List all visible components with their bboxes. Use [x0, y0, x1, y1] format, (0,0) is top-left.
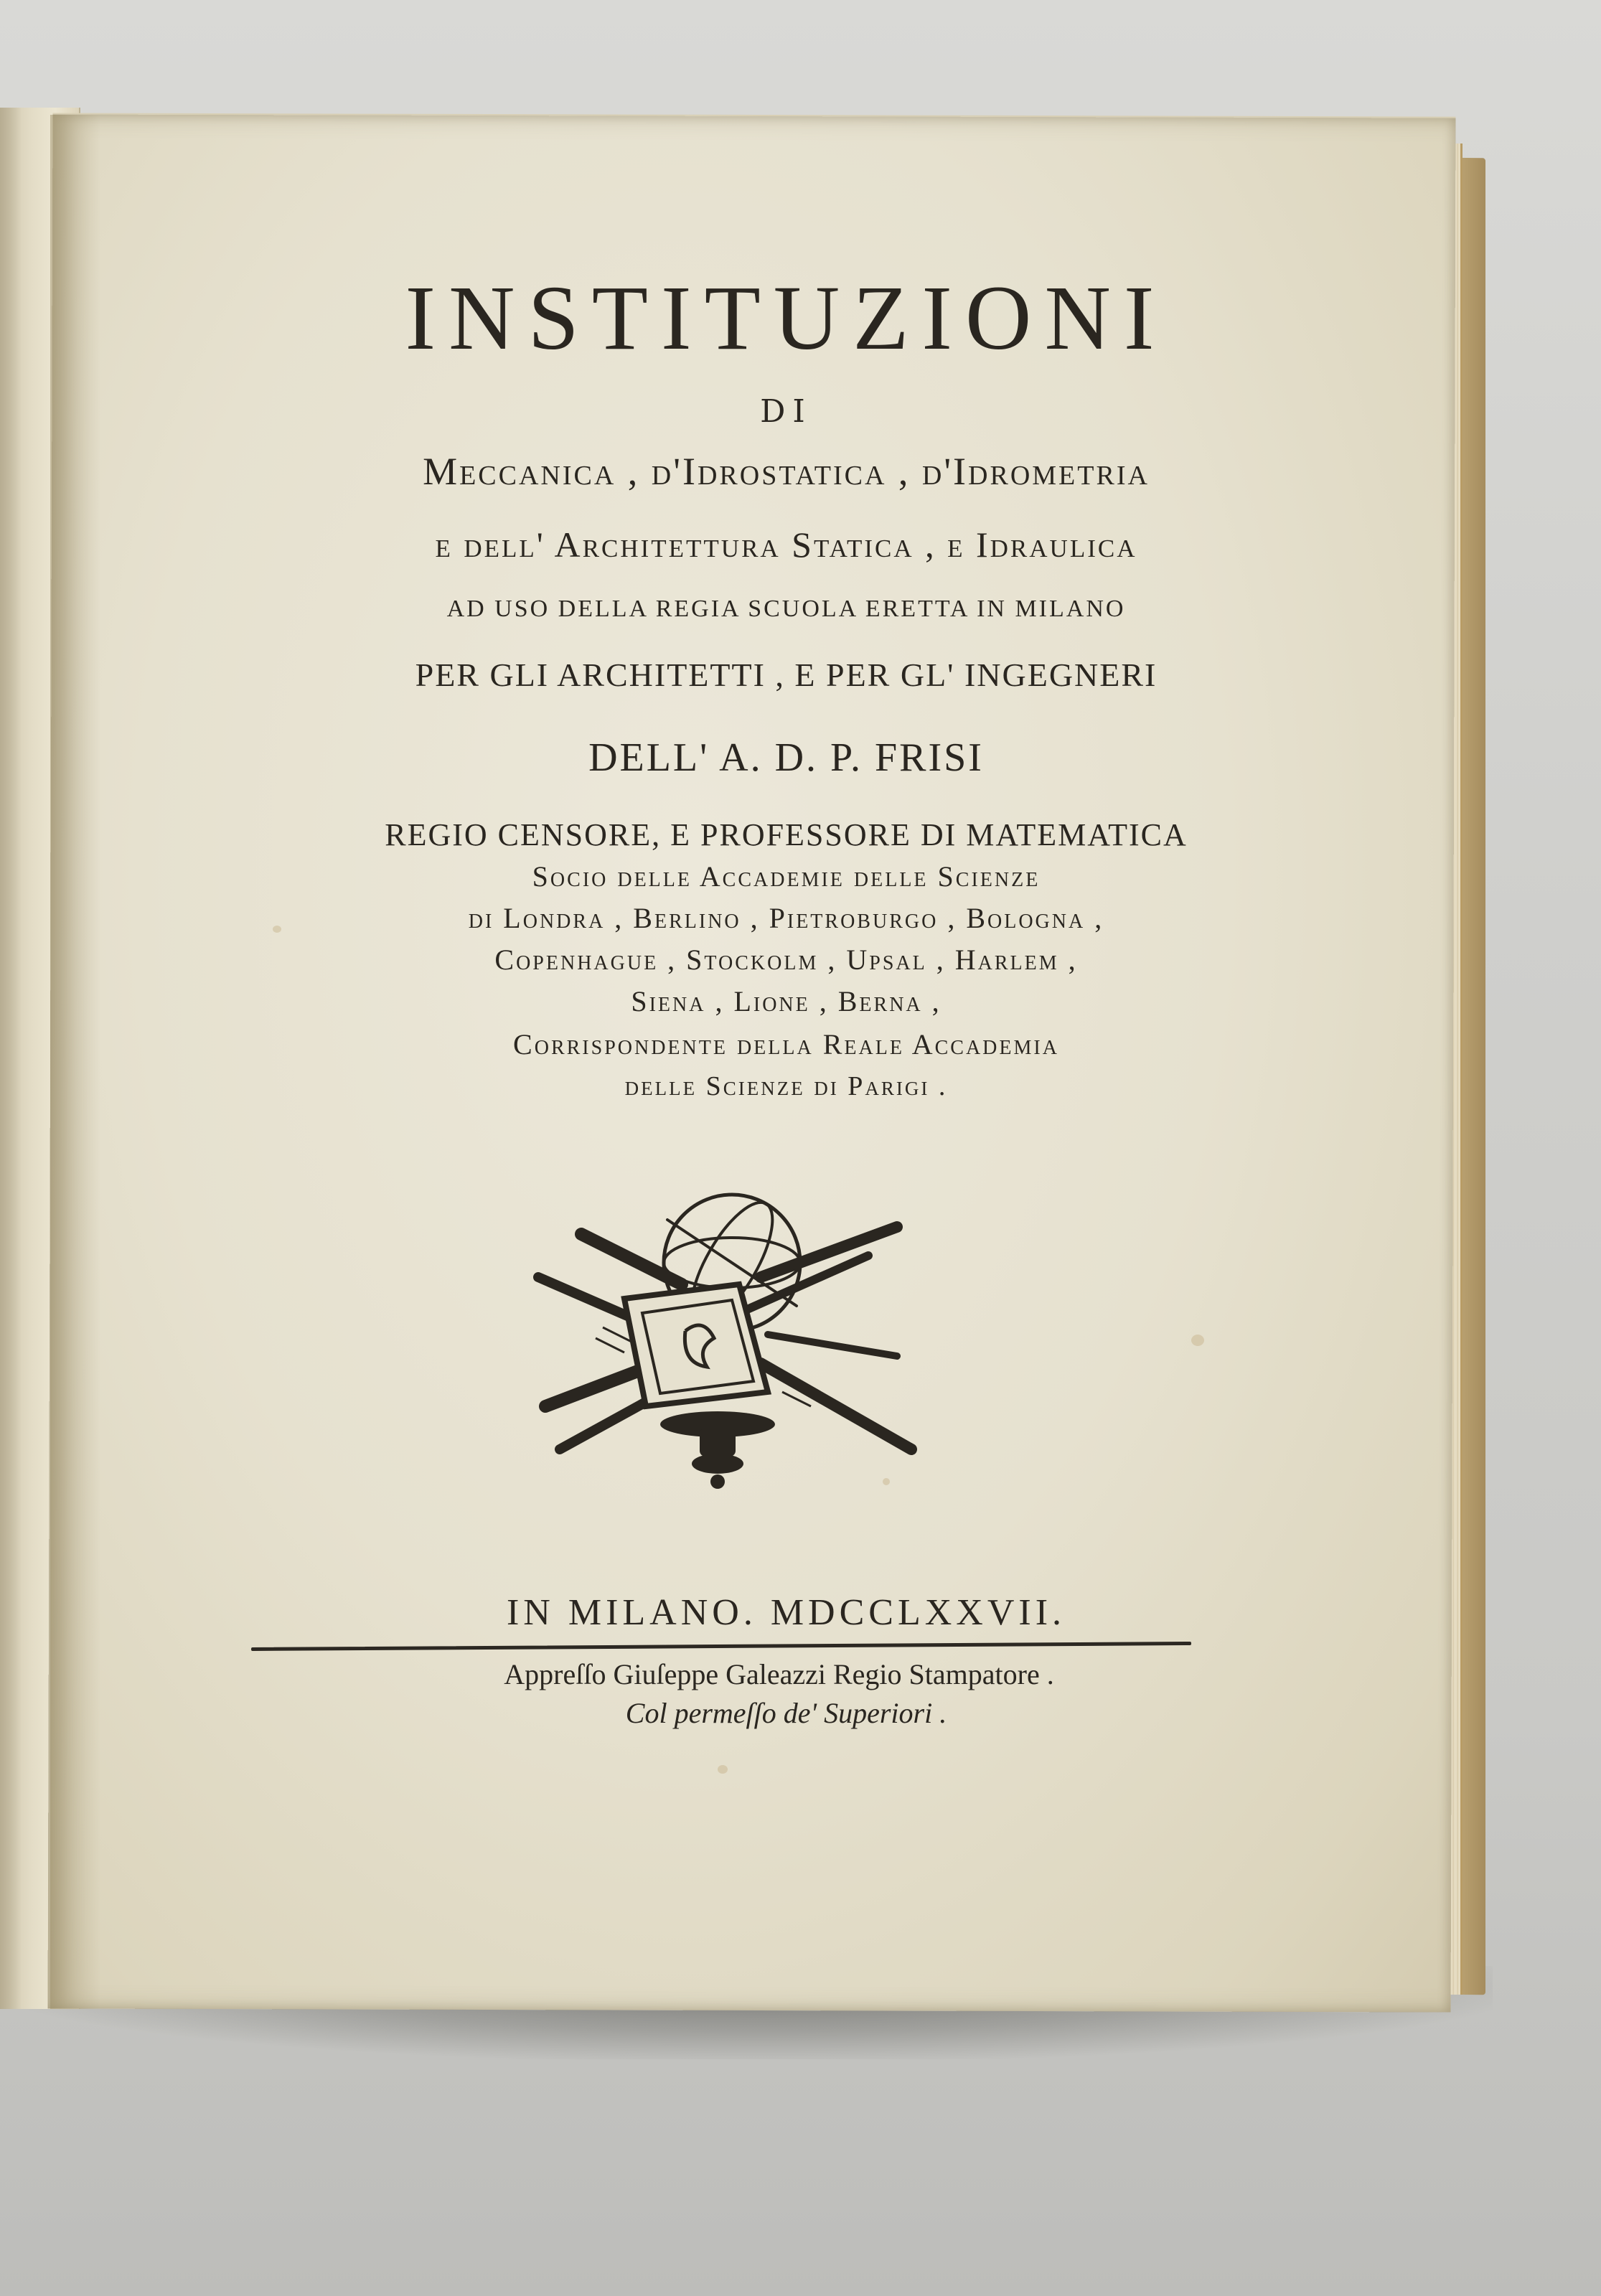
subtitle-line-4: PER GLI ARCHITETTI , E PER GL' INGEGNERI	[415, 657, 1158, 693]
author-line: DELL' A. D. P. FRISI	[588, 735, 984, 780]
subtitle-line-2: e dell' Architettura Statica , e Idraulica	[435, 524, 1137, 565]
title-di: DI	[760, 393, 812, 430]
academy-corrispondente: Corrispondente della Reale Accademia	[513, 1028, 1059, 1060]
printers-device-vignette	[524, 1177, 926, 1492]
academy-parigi: delle Scienze di Parigi .	[624, 1071, 948, 1101]
foxing-spot	[718, 1765, 728, 1774]
subtitle-line-3: AD USO DELLA REGIA SCUOLA ERETTA IN MILANO	[446, 596, 1126, 622]
academy-cities-3: Siena , Lione , Berna ,	[631, 985, 942, 1017]
academy-socio: Socio delle Accademie delle Scienze	[532, 860, 1041, 893]
subtitle-line-1: Meccanica , d'Idrostatica , d'Idrometria	[423, 450, 1150, 493]
printer-line: Appreſſo Giuſeppe Galeazzi Regio Stampatore .	[504, 1658, 1054, 1690]
foxing-spot	[1191, 1335, 1204, 1346]
permission-line: Col permeſſo de' Superiori .	[625, 1697, 947, 1729]
author-role: REGIO CENSORE, E PROFESSORE DI MATEMATICA	[385, 817, 1188, 852]
academy-cities-1: di Londra , Berlino , Pietroburgo , Bologna ,	[468, 902, 1104, 934]
book-title: INSTITUZIONI	[405, 267, 1168, 369]
imprint-place-date: IN MILANO. MDCCLXXVII.	[506, 1592, 1066, 1633]
academy-cities-2: Copenhague , Stockolm , Upsal , Harlem ,	[494, 944, 1078, 976]
